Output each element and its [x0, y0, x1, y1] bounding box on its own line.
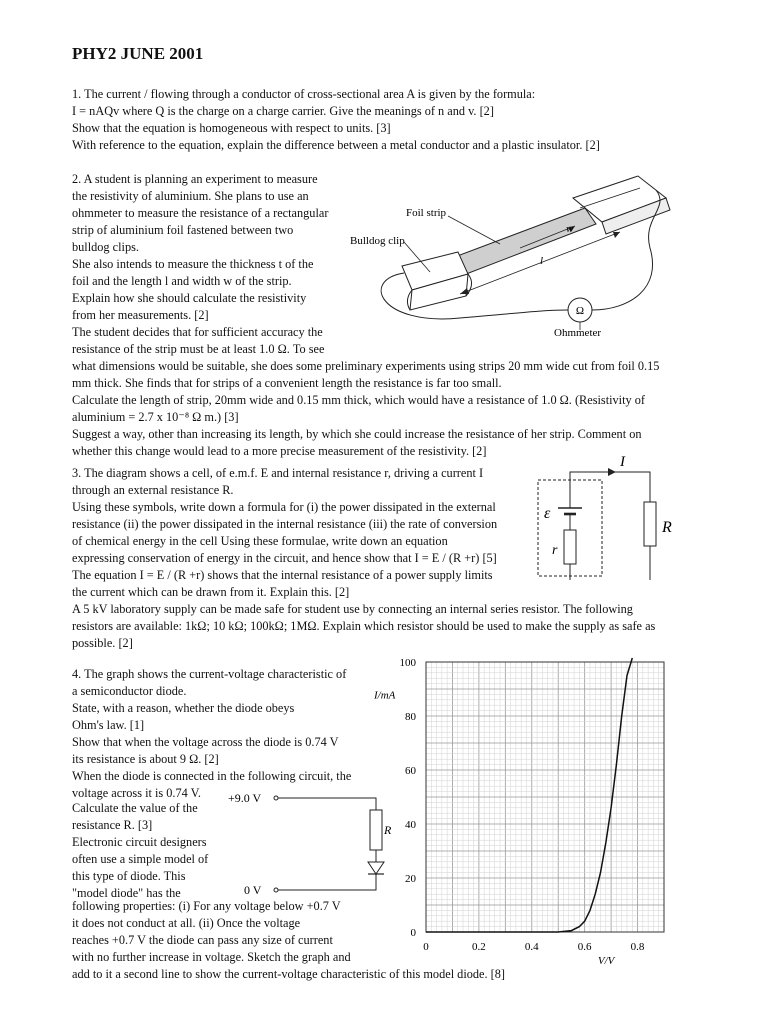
text-line: 3. The diagram shows a cell, of e.m.f. E and internal resistance r, driving a current I [72, 466, 484, 480]
text-line: She also intends to measure the thickness t of the [72, 257, 314, 271]
foil-strip-label: Foil strip [406, 207, 447, 219]
text-line: possible. [2] [72, 636, 133, 650]
text-line: often use a simple model of [72, 852, 209, 866]
text-line: resistance of the strip must be at least 1.0 Ω. To see [72, 342, 325, 356]
diode-iv-graph [368, 650, 668, 970]
text-line: a semiconductor diode. [72, 684, 187, 698]
text-line: 2. A student is planning an experiment to measure [72, 172, 318, 186]
text-line: State, with a reason, whether the diode obeys [72, 701, 295, 715]
y-tick-label: 0 [410, 927, 416, 939]
text-line: resistance R. [3] [72, 818, 153, 832]
external-resistance-label: R [662, 519, 672, 536]
x-tick-label: 0 [423, 941, 429, 953]
text-line: foil and the length l and width w of the strip. [72, 274, 292, 288]
text-line: mm thick. She finds that for strips of a convenient length the resistance is far too small. [72, 376, 502, 390]
x-tick-label: 0.6 [577, 941, 592, 953]
width-label: w [566, 223, 574, 235]
ohmmeter-label: Ohmmeter [554, 327, 602, 338]
y-axis-label: I/mA [374, 689, 396, 702]
x-axis-label: V/V [597, 955, 615, 967]
text-line: Calculate the length of strip, 20mm wide and 0.15 mm thick, which would have a resistance of 1.0 Ω. (Resistivity of [72, 393, 645, 407]
text-line: add to it a second line to show the current-voltage characteristic of this model diode. [8] [72, 967, 505, 981]
text-line: The student decides that for sufficient accuracy the [72, 325, 323, 339]
text-line: expressing conservation of energy in the circuit, and hence show that I = E / (R +r) [5] [72, 551, 497, 565]
text-line: When the diode is connected in the following circuit, the [72, 769, 352, 783]
text-line: 4. The graph shows the current-voltage characteristic of [72, 667, 347, 681]
text-line: Show that when the voltage across the diode is 0.74 V [72, 735, 339, 749]
current-label: I [620, 454, 625, 470]
text-line: aluminium = 2.7 x 10⁻⁸ Ω m.) [3] [72, 410, 239, 424]
text-line: Explain how she should calculate the resistivity [72, 291, 307, 305]
length-label: l [540, 255, 544, 267]
x-tick-label: 0.2 [472, 941, 486, 953]
x-tick-label: 0.4 [524, 941, 539, 953]
text-line: Ohm's law. [1] [72, 718, 145, 732]
text-line: this type of diode. This [72, 869, 186, 883]
y-tick-label: 80 [405, 711, 416, 723]
text-line: Show that the equation is homogeneous with respect to units. [3] [72, 121, 391, 135]
question-3-continued [72, 601, 655, 652]
diode-circuit-diagram [222, 786, 392, 896]
text-line: 1. The current / flowing through a conductor of cross-sectional area A is given by the formula: [72, 87, 536, 101]
series-line-diode [426, 658, 632, 932]
text-line: ohmmeter to measure the resistance of a rectangular [72, 206, 329, 220]
y-tick-label: 40 [405, 819, 416, 831]
question-1 [72, 86, 600, 154]
x-tick-label: 0.8 [630, 941, 645, 953]
y-tick-label: 60 [405, 765, 416, 777]
text-line: bulldog clips. [72, 240, 139, 254]
text-line: Electronic circuit designers [72, 835, 207, 849]
text-line: through an external resistance R. [72, 483, 234, 497]
text-line: reaches +0.7 V the diode can pass any size of current [72, 933, 333, 947]
cell-circuit-diagram [530, 452, 690, 580]
text-line: whether this change would lead to a more precise measurement of the resistivity. [2] [72, 444, 487, 458]
text-line: strip of aluminium foil fastened between two [72, 223, 294, 237]
question-4-model [72, 800, 208, 902]
text-line: The equation I = E / (R +r) shows that the internal resistance of a power supply limits [72, 568, 493, 582]
text-line: of chemical energy in the cell Using these formulae, write down an equation [72, 534, 448, 548]
text-line: what dimensions would be suitable, she does some preliminary experiments using strips 20 mm wide cut from foil 0.15 [72, 359, 660, 373]
text-line: With reference to the equation, explain the difference between a metal conductor and a plastic insulator. [2] [72, 138, 600, 152]
text-line: from her measurements. [2] [72, 308, 209, 322]
y-tick-label: 20 [405, 873, 416, 885]
page-title: PHY2 JUNE 2001 [72, 44, 204, 63]
text-line: resistors are available: 1kΩ; 10 kΩ; 100kΩ; 1MΩ. Explain which resistor should be used to make the supply as safe as [72, 619, 656, 633]
y-tick-label: 100 [399, 657, 416, 669]
text-line: I = nAQv where Q is the charge on a charge carrier. Give the meanings of n and v. [2] [72, 104, 494, 118]
text-line: with no further increase in voltage. Sketch the graph and [72, 950, 351, 964]
question-2-continued [72, 358, 659, 460]
text-line: Suggest a way, other than increasing its length, by which she could increase the resistance of her strip. Comment on [72, 427, 642, 441]
internal-resistance-label: r [552, 543, 558, 558]
text-line: resistance (ii) the power dissipated in the internal resistance (iii) the rate of conversion [72, 517, 498, 531]
text-line: its resistance is about 9 Ω. [2] [72, 752, 219, 766]
resistor-label: R [384, 823, 392, 837]
foil-strip-diagram [340, 168, 680, 338]
text-line: following properties: (i) For any voltage below +0.7 V [72, 899, 341, 913]
text-line: "model diode" has the [72, 886, 181, 900]
text-line: voltage across it is 0.74 V. [72, 786, 201, 800]
text-line: the resistivity of aluminium. She plans to use an [72, 189, 309, 203]
bottom-voltage-label: 0 V [244, 883, 262, 896]
emf-label: ε [544, 505, 551, 522]
text-line: Calculate the value of the [72, 801, 198, 815]
top-voltage-label: +9.0 V [228, 791, 262, 805]
text-line: Using these symbols, write down a formula for (i) the power dissipated in the external [72, 500, 496, 514]
bulldog-clip-label: Bulldog clip [350, 235, 405, 247]
question-3-intro [72, 465, 497, 601]
ohm-symbol: Ω [575, 305, 585, 317]
text-line: the current which can be drawn from it. Explain this. [2] [72, 585, 350, 599]
text-line: A 5 kV laboratory supply can be made safe for student use by connecting an internal series resistor. The following [72, 602, 633, 616]
question-2-intro [72, 171, 328, 358]
text-line: it does not conduct at all. (ii) Once the voltage [72, 916, 301, 930]
question-4-intro [72, 666, 351, 802]
